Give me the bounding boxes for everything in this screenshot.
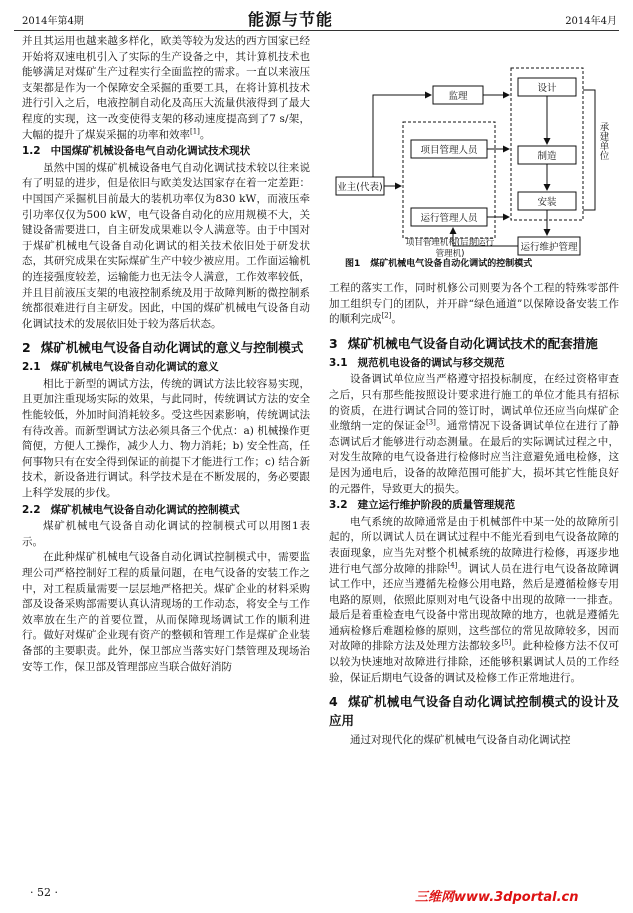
node-maintenance: 运行维护管理 [520, 242, 578, 253]
section-heading-3-2: 3.2 建立运行维护阶段的质量管理规范 [329, 499, 516, 512]
node-supervision: 监理 [448, 91, 468, 102]
paragraph: 通过对现代化的煤矿机械电气设备自动化调试控 [350, 734, 571, 747]
control-mode-diagram [333, 30, 623, 260]
section-heading-4: 4 煤矿机械电气设备自动化调试控制模式的设计及应用 [329, 694, 619, 729]
journal-title: 能源与节能 [248, 10, 334, 29]
node-ops-mgr: 运行管理人员 [420, 213, 478, 224]
section-heading-3-1: 3.1 规范机电设备的调试与移交规范 [329, 356, 505, 369]
node-project-org: 项目管理机构(后期运行管理机) [405, 238, 495, 259]
paragraph: 设备调试单位应当严格遵守招投标制度，在经过资格审查之后，只有那些能按照设计要求进行施工的单位才能具有招标的资质，在进行调试合同的签订时，调试单位还应当向煤矿企业缴纳一定的保证金[3]。通常情况下设备调试单位在进行了静态调试后才能够进行动态测量。在最后的实际调试过程之中，对发生故障的电气设备进行检修时应当注意避免通电检修，这是因为通电后，设备的故障范围可能扩大，损坏其它性能良好的元器件，导致更大的损失。 [329, 373, 620, 495]
node-manufacture: 制造 [537, 151, 557, 162]
paragraph: 相比于新型的调试方法，传统的调试方法比较容易实现，且更加注重现场实际的效果，与此同时，传统调试方法的安全性能较低，外加时间消耗较多。受这些因素影响，传统调试法有待改善。而新型调试方法必须具备三个优点：a) 机械操作更简便，方便人工操作，减少人力、物力消耗；b) 安全性高，任何事物只有在安全得到保证的前提下才能进行工作；c) 结合新技术，新设备进行调试。科学技术是在不断发展的，务必要跟上科学发展的步伐。 [22, 377, 310, 500]
paragraph: 在此种煤矿机械电气设备自动化调试控制模式中，需要监理公司严格控制好工程的质量问题，在电气设备的安装工作之中，对工程质量需要一层层地严格把关。煤矿企业的材料采购部及设备采购部需要认真认清现场的工作动态，将安全与工作效率放在生产的首要位置，从而保障现场调试工作的顺利进行。做好对煤矿企业现有资产的整顿和管理工作是煤矿企业装备部的主要职责。此外，保卫部应当落实好门禁管理及现场治安等工作，保卫部及管理部应当联合做好消防 [22, 551, 310, 673]
node-install: 安装 [537, 197, 557, 208]
section-heading-2-2: 2.2 煤矿机械电气设备自动化调试的控制模式 [22, 503, 240, 516]
header-date: 2014年4月 [565, 16, 617, 27]
header-issue: 2014年第4期 [22, 16, 84, 27]
paragraph: 并且其运用也越来越多样化，欧美等较为发达的西方国家已经开始将双速电机引入了实际的生产设备之中，其计算机技术也能够满足对煤矿生产过程实行全面监控的需求。一直以来液压支架都是作为一个保障安全采掘的重要工具，在将计算机技术进行引入之后，电液控制自动化及高压大流量供液得到了最大程度的实现，这一改变使得支架的移动速度提高到了7 s/架，大幅的提升了煤炭采掘的功率和效率[1]。 [22, 35, 310, 141]
figure-caption: 图1 煤矿机械电气设备自动化调试的控制模式 [345, 259, 533, 269]
right-column [329, 281, 619, 749]
node-project-mgr: 项目管理人员 [420, 145, 478, 156]
section-heading-2-1: 2.1 煤矿机械电气设备自动化调试的意义 [22, 361, 219, 374]
paragraph: 工程的落实工作，同时机修公司则要为各个工程的特殊零部件加工组织专门的团队，并开辟“绿色通道”以保障设备安装工作的顺利完成[2]。 [329, 282, 619, 326]
node-owner: 业主(代表) [337, 182, 383, 193]
node-design: 设计 [537, 83, 557, 94]
page-number: · 52 · [30, 886, 58, 899]
section-heading-1-2: 1.2 中国煤矿机械设备电气自动化调试技术现状 [22, 145, 251, 158]
node-contractor: 承建单位 [597, 122, 609, 160]
paragraph: 煤矿机械电气设备自动化调试的控制模式可以用图1表示。 [22, 520, 310, 548]
watermark: 三维网www.3dportal.cn [415, 890, 579, 905]
section-heading-3: 3 煤矿机械电气设备自动化调试技术的配套措施 [329, 335, 598, 351]
section-heading-2: 2 煤矿机械电气设备自动化调试的意义与控制模式 [22, 340, 304, 356]
paragraph: 电气系统的故障通常是由于机械部件中某一处的故障所引起的，所以调试人员在调试过程中不能光看到电气设备故障的表面现象，应当先对整个机械系统的故障进行检修，再逐步地进行电气部分故障的排除[4]。调试人员在进行电气设备故障调试工作中，还应当遵循先检修公用电路，然后是遵循检修专用电路的原则，依照此原则对电气设备中出现的故障一一排查。最后是着重检查电气设备中常出现故障的地方，也就是遵循先通病检修后难题检修的原则，这些部位的常见故障较多，因而对故障的排除方法及处理方法都较多[5]。此种检修方法不仅可以较为快速地对故障进行排除，还能够积累调试人员的工作经验，保证后期电气设备的调试及检修工作正常地进行。 [329, 515, 620, 684]
paragraph: 虽然中国的煤矿机械设备电气自动化调试技术较以往来说有了明显的进步，但是依旧与欧美发达国家存在着一定差距：中国国产采掘机目前最大的装机功率仅为830 kW，而液压牵引功率仅仅为500 kW，电气设备自动化的应用规模不大，关键设备需要进口，自主研发成果难以令人满意等。由于中国对于煤矿机械电气设备自动化调试的相关技术依旧处于研发状态，其研究成果在实际煤矿生产中较少被应用。工作面运输机的连接强度较差，运输能力也无法令人满意，工作效率较低，并且目前液压支架的电液控制系统及用于故障判断的微控制系统都很难进行自主研发。因此，中国的煤矿机械电气设备自动化调试技术的发展依旧处于较为落后状态。 [22, 161, 310, 330]
left-column [22, 34, 310, 675]
